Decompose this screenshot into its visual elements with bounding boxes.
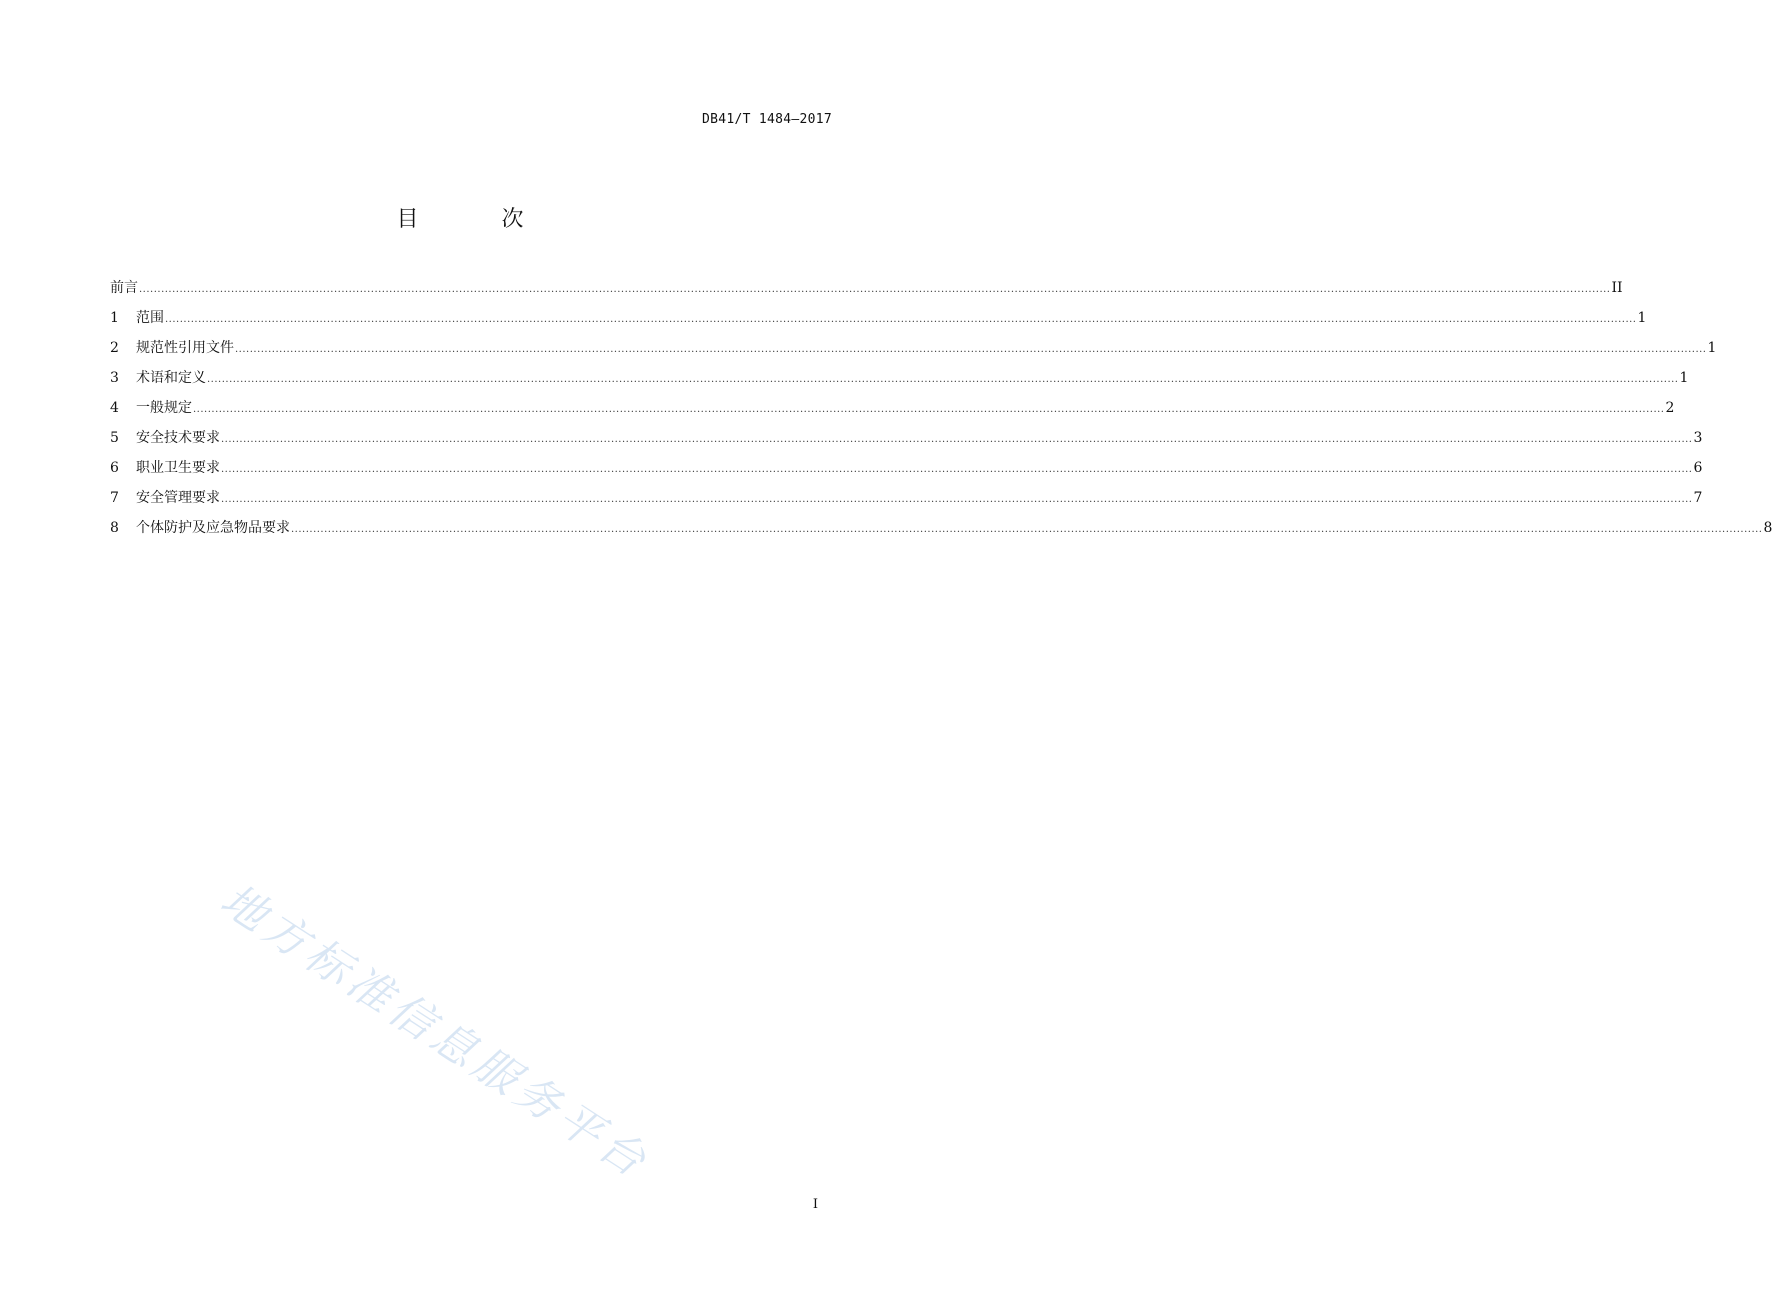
toc-number: 6 xyxy=(110,460,119,476)
toc-leader-dots: ................................................................................................................................................................................................................................................................................................................................................................................................................ xyxy=(165,314,1637,325)
toc-leader-dots: ................................................................................................................................................................................................................................................................................................................................................................................................................ xyxy=(221,494,1693,505)
toc-label: 一般规定 xyxy=(136,400,192,416)
toc-leader-dots: ................................................................................................................................................................................................................................................................................................................................................................................................................ xyxy=(193,404,1665,415)
toc-number: 2 xyxy=(110,340,119,356)
toc-number: 3 xyxy=(110,370,119,386)
toc-page: 1 xyxy=(1707,340,1717,356)
document-code: DB41/T 1484—2017 xyxy=(701,112,832,127)
toc-page: 1 xyxy=(1637,310,1647,326)
toc-label: 安全管理要求 xyxy=(136,490,220,506)
toc-label: 个体防护及应急物品要求 xyxy=(136,520,290,536)
table-of-contents xyxy=(110,278,1772,548)
toc-page: 3 xyxy=(1693,430,1703,446)
toc-label: 前言 xyxy=(110,280,138,296)
toc-number: 5 xyxy=(110,430,119,446)
toc-entry-3[interactable] xyxy=(110,368,1689,398)
toc-number: 8 xyxy=(110,520,119,536)
title-char-2: 次 xyxy=(501,207,524,232)
toc-leader-dots: ................................................................................................................................................................................................................................................................................................................................................................................................................ xyxy=(221,434,1693,445)
toc-leader-dots: ................................................................................................................................................................................................................................................................................................................................................................................................................ xyxy=(139,284,1611,295)
toc-entry-2[interactable] xyxy=(110,338,1717,368)
toc-entry-8[interactable] xyxy=(110,518,1772,548)
toc-entry-4[interactable] xyxy=(110,398,1675,428)
page-number: I xyxy=(812,1197,818,1212)
toc-label: 范围 xyxy=(136,310,164,326)
toc-entry-foreword[interactable] xyxy=(110,278,1623,308)
toc-leader-dots: ................................................................................................................................................................................................................................................................................................................................................................................................................ xyxy=(207,374,1679,385)
toc-entry-1[interactable] xyxy=(110,308,1647,338)
toc-entry-5[interactable] xyxy=(110,428,1703,458)
toc-page: 6 xyxy=(1693,460,1703,476)
toc-label: 术语和定义 xyxy=(136,370,206,386)
toc-leader-dots: ................................................................................................................................................................................................................................................................................................................................................................................................................ xyxy=(291,524,1763,535)
toc-number: 4 xyxy=(110,400,119,416)
toc-page: 2 xyxy=(1665,400,1675,416)
toc-number: 1 xyxy=(110,310,119,326)
toc-page: II xyxy=(1611,280,1623,296)
toc-entry-7[interactable] xyxy=(110,488,1703,518)
toc-label: 安全技术要求 xyxy=(136,430,220,446)
toc-entry-6[interactable] xyxy=(110,458,1703,488)
toc-page: 8 xyxy=(1763,520,1772,536)
toc-number: 7 xyxy=(110,490,119,506)
toc-label: 规范性引用文件 xyxy=(136,340,234,356)
toc-leader-dots: ................................................................................................................................................................................................................................................................................................................................................................................................................ xyxy=(235,344,1707,355)
toc-page: 7 xyxy=(1693,490,1703,506)
toc-page: 1 xyxy=(1679,370,1689,386)
page-title xyxy=(0,202,920,233)
watermark: 地方标准信息服务平台 xyxy=(211,874,659,1190)
toc-label: 职业卫生要求 xyxy=(136,460,220,476)
title-char-1: 目 xyxy=(396,207,419,232)
toc-leader-dots: ................................................................................................................................................................................................................................................................................................................................................................................................................ xyxy=(221,464,1693,475)
